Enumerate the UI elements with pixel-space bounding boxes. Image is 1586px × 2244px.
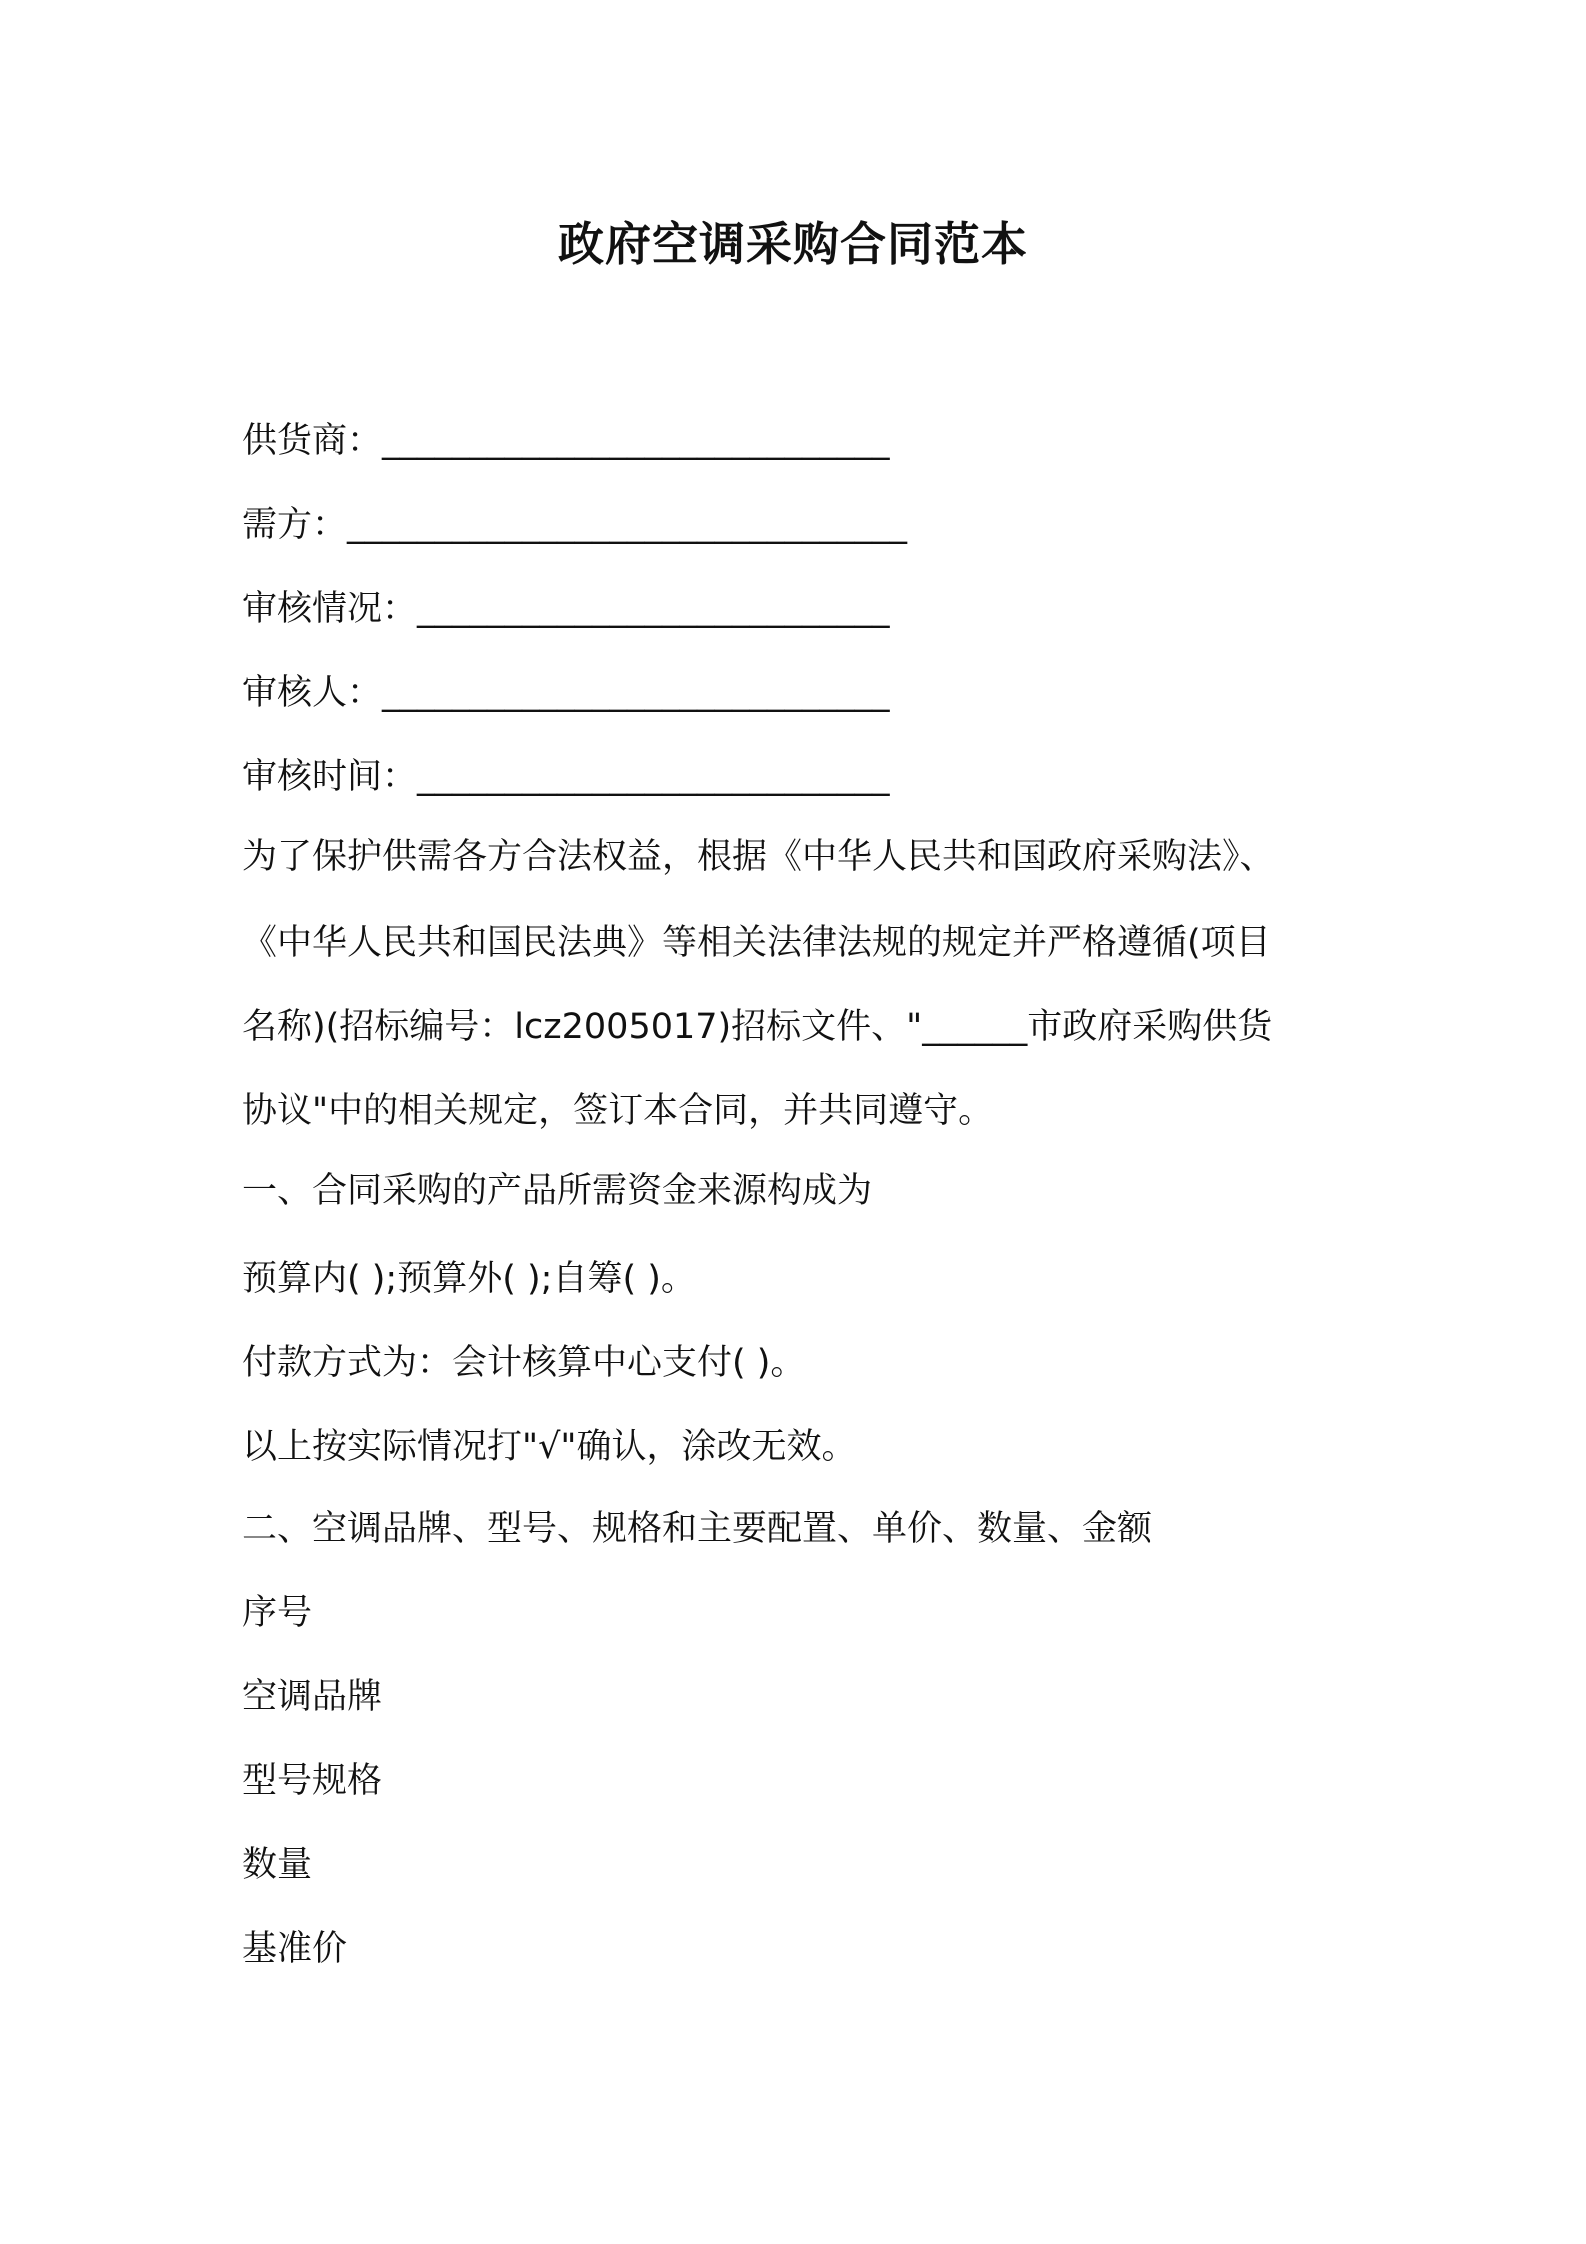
review-time-field	[242, 754, 890, 800]
intro-line-2: 《中华人民共和国民法典》等相关法律法规的规定并严格遵循(项目	[242, 923, 1271, 963]
buyer-label: 需方：	[242, 505, 348, 545]
payment-method-line: 付款方式为：会计核算中心支付( )。	[242, 1343, 806, 1383]
intro-line-4: 协议"中的相关规定，签订本合同，并共同遵守。	[242, 1091, 994, 1131]
table-label-quantity: 数量	[242, 1845, 313, 1885]
table-label-brand: 空调品牌	[242, 1677, 383, 1717]
supplier-blank: _____________________________	[382, 421, 890, 461]
review-status-field	[242, 586, 890, 632]
section-2-heading: 二、空调品牌、型号、规格和主要配置、单价、数量、金额	[242, 1509, 1153, 1549]
review-status-blank: ___________________________	[417, 589, 890, 629]
reviewer-label: 审核人：	[242, 673, 383, 713]
buyer-field	[242, 502, 907, 548]
buyer-blank: ________________________________	[347, 505, 908, 545]
table-label-serial: 序号	[242, 1593, 313, 1633]
page-title: 政府空调采购合同范本	[558, 217, 1028, 271]
supplier-label: 供货商：	[242, 421, 383, 461]
section-1-heading: 一、合同采购的产品所需资金来源构成为	[242, 1171, 873, 1211]
reviewer-blank: _____________________________	[382, 673, 890, 713]
review-time-blank: ___________________________	[417, 757, 890, 797]
intro-line-3: 名称)(招标编号：lcz2005017)招标文件、"______市政府采购供货	[242, 1007, 1273, 1047]
supplier-field	[242, 418, 890, 464]
reviewer-field	[242, 670, 890, 716]
funding-source-line: 预算内( );预算外( );自筹( )。	[242, 1259, 696, 1299]
review-status-label: 审核情况：	[242, 589, 418, 629]
confirm-note-line: 以上按实际情况打"√"确认，涂改无效。	[242, 1427, 857, 1467]
intro-line-1: 为了保护供需各方合法权益，根据《中华人民共和国政府采购法》、	[242, 837, 1275, 877]
table-label-base-price: 基准价	[242, 1929, 348, 1969]
review-time-label: 审核时间：	[242, 757, 418, 797]
table-label-model: 型号规格	[242, 1761, 383, 1801]
